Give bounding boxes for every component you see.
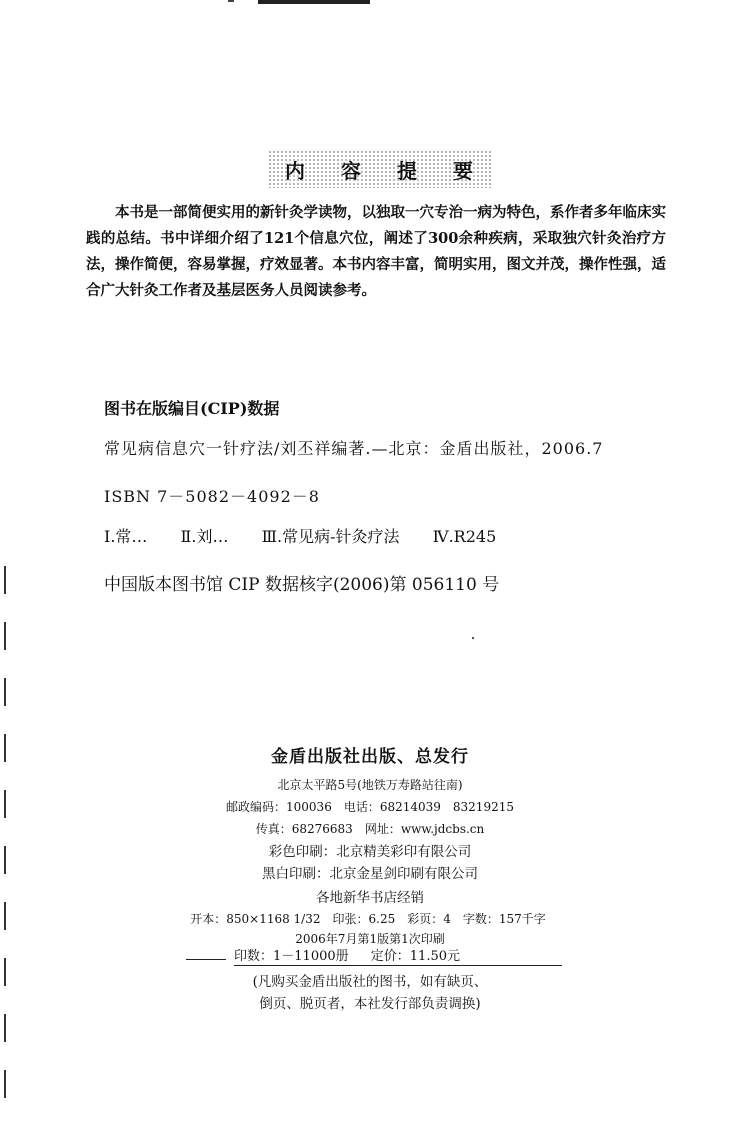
top-edge-mark — [228, 0, 234, 2]
cip-classification — [104, 526, 520, 548]
summary-title — [268, 150, 492, 188]
bw-printer: 黑白印刷：北京金星剑印刷有限公司 — [262, 866, 478, 882]
price: 定价：11.50元 — [370, 949, 460, 964]
leader-dash — [186, 959, 226, 960]
margin-tick — [4, 622, 6, 650]
publisher-address: 北京太平路5号(地铁万寿路站往南) — [277, 778, 463, 792]
color-printer: 彩色印刷：北京精美彩印有限公司 — [268, 844, 472, 860]
summary-title-char: 提 — [395, 155, 421, 184]
cip-class-item: Ⅱ.刘… — [180, 527, 229, 546]
margin-tick — [4, 790, 6, 818]
distribution: 各地新华书店经销 — [316, 890, 424, 906]
summary-title-char: 要 — [451, 155, 477, 184]
replacement-note-line2: 倒页、脱页者，本社发行部负责调换) — [259, 996, 481, 1012]
margin-tick — [4, 958, 6, 986]
margin-tick — [4, 1014, 6, 1042]
margin-tick — [4, 902, 6, 930]
print-run-price — [234, 945, 562, 966]
cip-class-item: Ⅳ.R245 — [432, 527, 497, 546]
cip-main-entry: 常见病信息穴一针疗法/刘丕祥编著.—北京：金盾出版社，2006.7 — [104, 439, 604, 458]
summary-title-char: 容 — [339, 155, 365, 184]
cip-isbn: ISBN 7－5082－4092－8 — [104, 487, 320, 506]
edition: 2006年7月第1版第1次印刷 — [295, 932, 445, 946]
publisher-name: 金盾出版社出版、总发行 — [271, 747, 469, 767]
margin-tick — [4, 566, 6, 594]
summary-body: 本书是一部简便实用的新针灸学读物，以独取一穴专治一病为特色，系作者多年临床实践的总结。书中详细介绍了121个信息穴位，阐述了300余种疾病，采取独穴针灸治疗方法，操作简便，容易掌握，疗效显著。本书内容丰富，简明实用，图文并茂，操作性强，适合广大针灸工作者及基层医务人员阅读参考。 — [86, 204, 666, 299]
cip-class-item: Ⅲ.常见病-针灸疗法 — [261, 527, 400, 546]
scan-speck — [472, 637, 474, 639]
margin-tick — [4, 678, 6, 706]
replacement-note-line1: (凡购买金盾出版社的图书，如有缺页、 — [252, 974, 488, 990]
print-run: 印数：1－11000册 — [234, 949, 349, 964]
cip-approval-number: 中国版本图书馆 CIP 数据核字(2006)第 056110 号 — [104, 575, 500, 595]
book-specs: 开本：850×1168 1/32 印张：6.25 彩页：4 字数：157千字 — [190, 912, 546, 926]
margin-tick — [4, 846, 6, 874]
summary-title-char: 内 — [283, 155, 309, 184]
margin-tick — [4, 1070, 6, 1098]
top-edge-bar — [258, 0, 370, 4]
cip-heading: 图书在版编目(CIP)数据 — [104, 399, 280, 418]
margin-tick — [4, 734, 6, 762]
publisher-fax-web: 传真：68276683 网址：www.jdcbs.cn — [255, 822, 485, 836]
cip-class-item: Ⅰ.常… — [104, 527, 148, 546]
publisher-postcode-phone: 邮政编码：100036 电话：68214039 83219215 — [226, 800, 514, 814]
print-run-price-row — [186, 946, 562, 966]
